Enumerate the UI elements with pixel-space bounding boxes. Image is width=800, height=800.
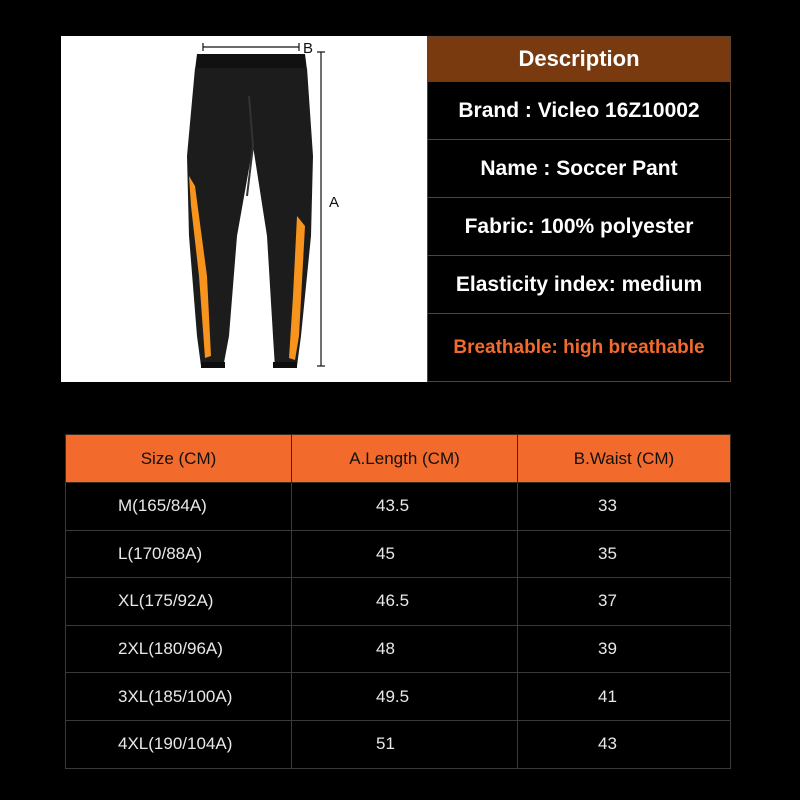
length-cell: 43.5 bbox=[292, 483, 518, 531]
breathable-row: Breathable: high breathable bbox=[428, 313, 730, 381]
size-column-header: Size (CM) bbox=[66, 435, 292, 483]
size-cell: 4XL(190/104A) bbox=[66, 720, 292, 768]
fabric-row: Fabric: 100% polyester bbox=[428, 197, 730, 255]
waist-cell: 43 bbox=[518, 720, 731, 768]
size-cell: 2XL(180/96A) bbox=[66, 625, 292, 673]
brand-row: Brand : Vicleo 16Z10002 bbox=[428, 81, 730, 139]
length-column-header: A.Length (CM) bbox=[292, 435, 518, 483]
description-panel bbox=[427, 36, 731, 382]
size-cell: 3XL(185/100A) bbox=[66, 673, 292, 721]
table-header-row bbox=[66, 435, 731, 483]
soccer-pants-image bbox=[61, 36, 427, 382]
length-cell: 51 bbox=[292, 720, 518, 768]
waist-cell: 37 bbox=[518, 578, 731, 626]
name-row: Name : Soccer Pant bbox=[428, 139, 730, 197]
length-cell: 45 bbox=[292, 530, 518, 578]
waist-cell: 35 bbox=[518, 530, 731, 578]
size-chart-table bbox=[65, 434, 731, 769]
size-cell: XL(175/92A) bbox=[66, 578, 292, 626]
table-row bbox=[66, 625, 731, 673]
waist-label-b: B bbox=[303, 40, 314, 57]
elasticity-row: Elasticity index: medium bbox=[428, 255, 730, 313]
length-cell: 49.5 bbox=[292, 673, 518, 721]
size-cell: L(170/88A) bbox=[66, 530, 292, 578]
table-row bbox=[66, 483, 731, 531]
description-title: Description bbox=[428, 37, 730, 81]
table-row bbox=[66, 720, 731, 768]
table-row bbox=[66, 673, 731, 721]
length-cell: 46.5 bbox=[292, 578, 518, 626]
length-cell: 48 bbox=[292, 625, 518, 673]
length-label-a: A bbox=[329, 194, 340, 211]
waist-cell: 33 bbox=[518, 483, 731, 531]
waist-column-header: B.Waist (CM) bbox=[518, 435, 731, 483]
product-image-panel bbox=[61, 36, 427, 382]
table-row bbox=[66, 530, 731, 578]
table-row bbox=[66, 578, 731, 626]
waist-cell: 41 bbox=[518, 673, 731, 721]
waist-cell: 39 bbox=[518, 625, 731, 673]
size-cell: M(165/84A) bbox=[66, 483, 292, 531]
